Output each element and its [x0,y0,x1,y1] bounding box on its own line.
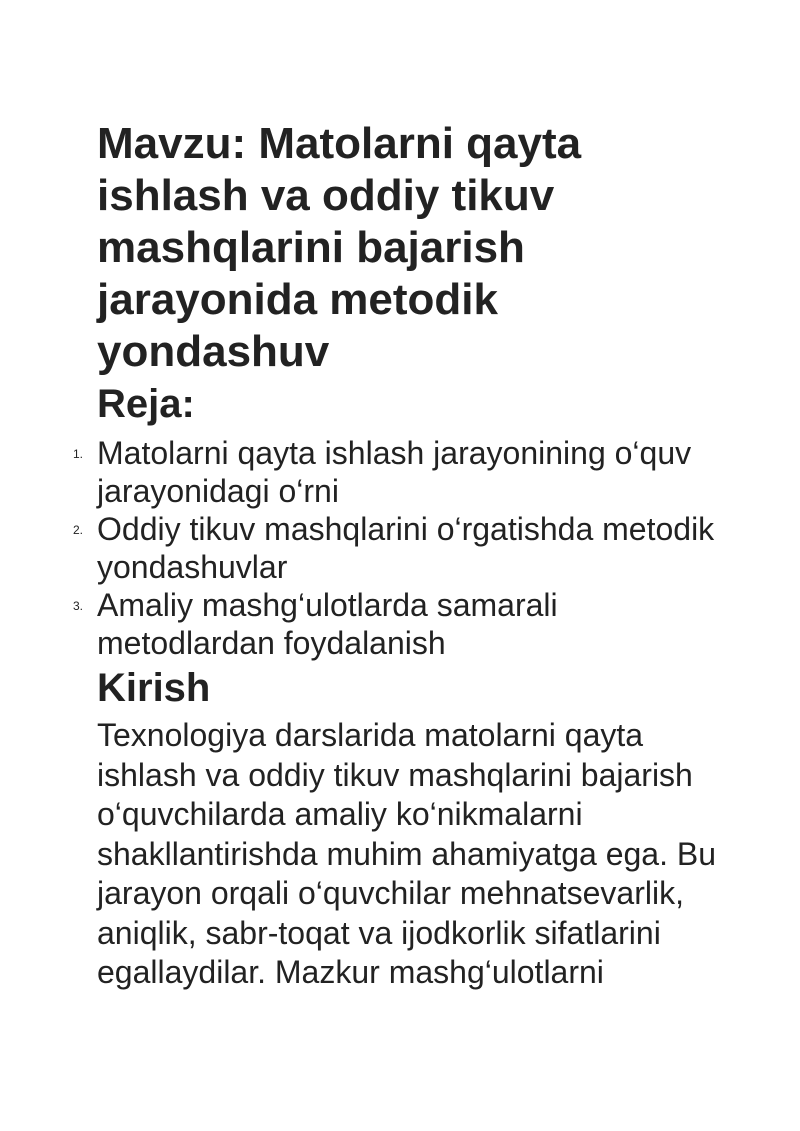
document-title: Mavzu: Matolarni qayta ishlash va oddiy tikuv mashqlarini bajarish jarayonida metodik yondashuv [97,119,582,376]
plan-heading: Reja: [97,382,195,426]
plan-item-3 [73,586,717,662]
plan-item-text: Amaliy mashg‘ulotlarda samarali metodlardan foydalanish [97,587,558,661]
plan-item-number: 2. [73,523,84,537]
plan-item-number: 1. [73,447,84,461]
intro-heading: Kirish [97,666,211,710]
plan-item-text: Oddiy tikuv mashqlarini o‘rgatishda metodik yondashuvlar [97,511,715,585]
plan-item-number: 3. [73,599,84,613]
plan-item-text: Matolarni qayta ishlash jarayonining o‘quv jarayonidagi o‘rni [97,435,692,509]
plan-item-2 [73,510,717,586]
document-page [73,118,717,993]
plan-list [73,434,717,662]
plan-item-1 [73,434,717,510]
intro-paragraph: Texnologiya darslarida matolarni qayta ishlash va oddiy tikuv mashqlarini bajarish o‘quvchilarda amaliy ko‘nikmalarni shakllantirishda muhim ahamiyatga ega. Bu jarayon orqali o‘quvchilar mehnatsevarlik, aniqlik, sabr-toqat va ijodkorlik sifatlarini egallaydilar. Mazkur mashg‘ulotlarni [97,717,716,990]
